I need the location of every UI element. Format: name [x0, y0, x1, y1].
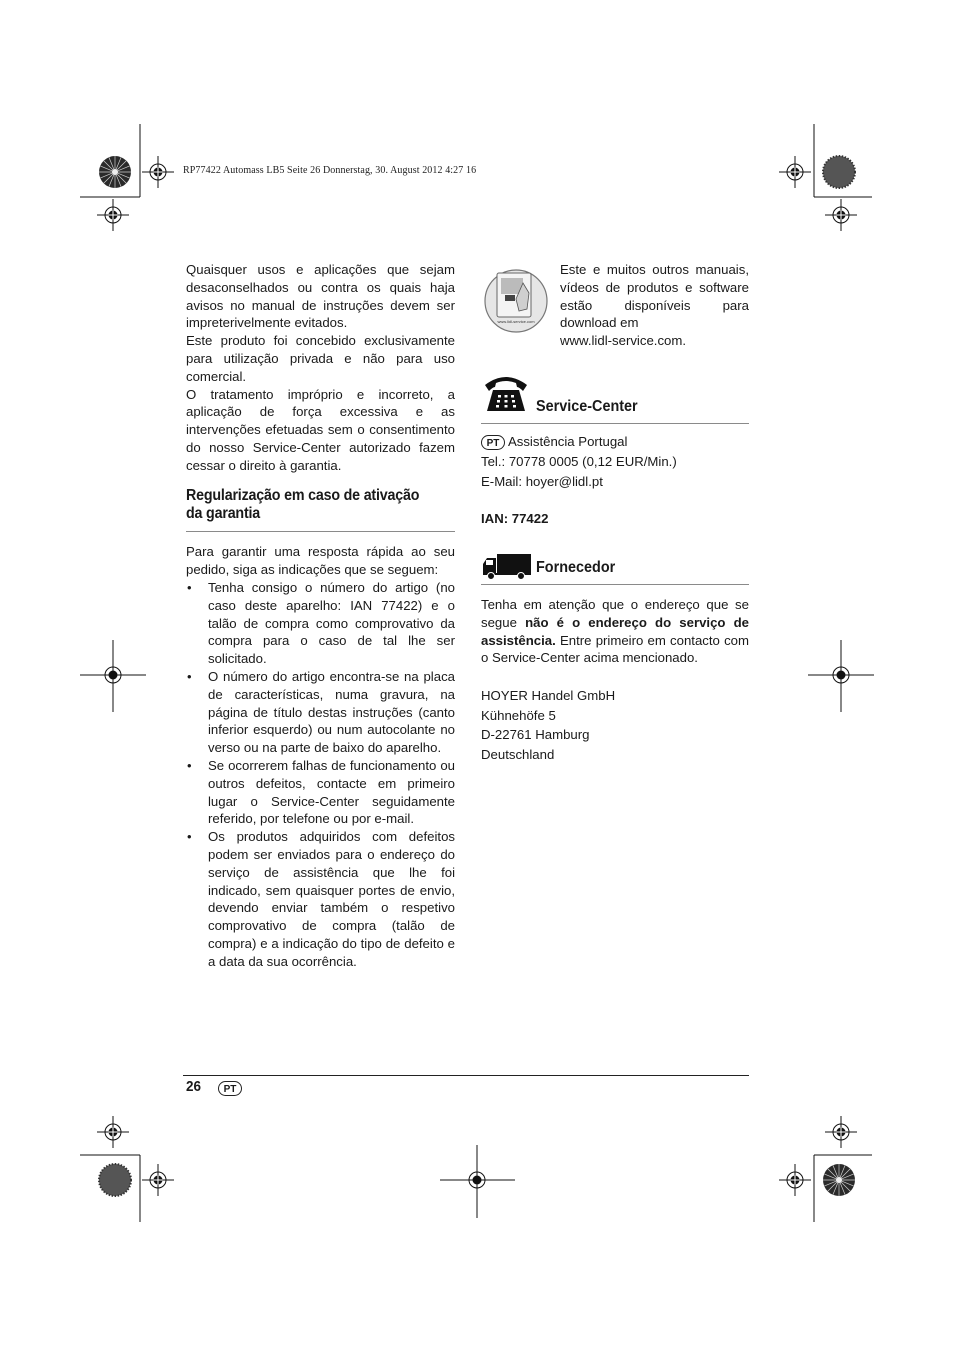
download-text: Este e muitos outros manuais, vídeos de produtos e software estão disponíveis para download em [560, 262, 749, 331]
country-badge: PT [481, 435, 505, 450]
supplier-address [481, 686, 749, 764]
print-header: RP77422 Automass LB5 Seite 26 Donnerstag, 30. August 2012 4:27 16 [183, 165, 477, 176]
supplier-note-emphasis: não é o endereço do serviço de assistência. [481, 614, 749, 648]
service-contact [481, 433, 749, 490]
address-line: HOYER Handel GmbH [481, 688, 616, 703]
color-wheel-icon [99, 156, 131, 188]
country-badge: PT [218, 1081, 242, 1096]
intro-text [186, 261, 455, 475]
section-divider [186, 531, 455, 532]
list-item: • Se ocorrerem falhas de funcionamento ou outros defeitos, contacte em primeiro lugar o Service-Center seguidamente referido, por telefone ou por e-mail. [186, 757, 455, 828]
intro-paragraph: Quaisquer usos e aplicações que sejam desaconselhados ou contra os quais haja avisos no manual de instruções devem ser impreterivelmente evitados. [186, 262, 455, 331]
section-divider [481, 423, 749, 424]
service-center-title: Service-Center [536, 398, 638, 415]
color-dot-icon [99, 1164, 131, 1196]
service-phone: Tel.: 70778 0005 (0,12 EUR/Min.) [481, 453, 677, 469]
address-line: Kühnehöfe 5 [481, 707, 556, 723]
warranty-intro: Para garantir uma resposta rápida ao seu pedido, siga as indicações que se seguem: [186, 544, 455, 578]
address-line: D-22761 Hamburg [481, 727, 590, 743]
warranty-section [186, 487, 455, 971]
supplier-note-text: Entre primeiro em contacto com o Service-Center acima mencionado. [481, 632, 749, 666]
download-info [560, 261, 749, 350]
address-line: Deutschland [481, 746, 555, 762]
supplier-note [481, 596, 749, 667]
color-dot-icon [823, 156, 855, 188]
list-item: • O número do artigo encontra-se na placa de características, numa gravura, na página de título destas instruções (canto inferior esquerdo) ou num autocolante no verso ou na parte de baixo do aparelho. [186, 668, 455, 757]
intro-paragraph: O tratamento impróprio e incorreto, a aplicação de força excessiva e as intervenções efetuadas sem o consentimento do nosso Service-Center autorizado fazem cessar o direito à garantia. [186, 386, 455, 473]
list-item: • Os produtos adquiridos com defeitos podem ser enviados para o endereço do serviço de assistência que lhe foi indicado, sem quaisquer portes de envio, devendo enviar também o respetivo comprovativo de compra (talão de compra) e a indicação do tipo de defeito e a data da sua ocorrência. [186, 828, 455, 970]
warranty-steps-list [186, 579, 455, 971]
footer-divider [183, 1075, 749, 1076]
supplier-note-text: Tenha em atenção que o endereço que se segue [481, 597, 749, 630]
list-item: • Tenha consigo o número do artigo (no caso deste aparelho: IAN 77422) e o talão de compra como comprovativo da compra para o caso de tal lhe ser solicitado. [186, 579, 455, 668]
delivery-truck-icon [483, 554, 531, 580]
download-icon-label: www.lidl-service.com [497, 319, 535, 324]
supplier-title: Fornecedor [536, 559, 616, 576]
ian-number: IAN: 77422 [481, 511, 549, 526]
intro-paragraph: Este produto foi concebido exclusivamente para utilização privada e não para uso comercial. [186, 333, 455, 384]
service-email[interactable]: E-Mail: hoyer@lidl.pt [481, 473, 603, 489]
page-number: 26 [186, 1078, 202, 1095]
download-url[interactable]: www.lidl-service.com. [560, 333, 687, 349]
warranty-heading: Regularização em caso de ativação da garantia [186, 487, 420, 522]
telephone-icon [483, 373, 529, 413]
color-wheel-icon [823, 1164, 855, 1196]
service-name: Assistência Portugal [507, 434, 628, 449]
section-divider [481, 584, 749, 585]
download-screen-icon [483, 265, 549, 333]
